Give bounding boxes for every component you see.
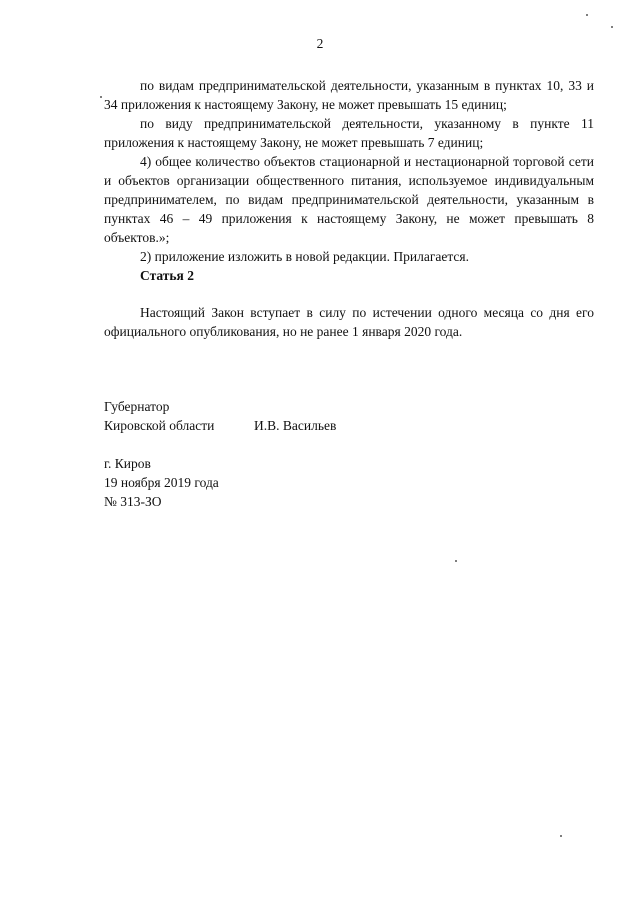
- paragraph: по виду предпринимательской деятельности, указанному в пункте 11 приложения к настоящему Закону, не может превышать 7 единиц;: [104, 116, 594, 150]
- scan-speck: [100, 96, 102, 98]
- signer-region: Кировской области: [104, 418, 215, 433]
- scan-speck: [560, 835, 562, 837]
- law-number: № 313-ЗО: [104, 494, 162, 509]
- place-date-block: [104, 454, 219, 511]
- signature-block: [104, 397, 336, 435]
- article-heading: Статья 2: [140, 268, 194, 283]
- scan-speck: [586, 14, 588, 16]
- city: г. Киров: [104, 456, 151, 471]
- signer-name: И.В. Васильев: [254, 418, 337, 433]
- date: 19 ноября 2019 года: [104, 475, 219, 490]
- paragraph: по видам предпринимательской деятельности, указанным в пунктах 10, 33 и 34 приложения к настоящему Закону, не может превышать 15 единиц;: [104, 78, 594, 112]
- law-body-text: [104, 76, 594, 266]
- signer-title: Губернатор: [104, 399, 170, 414]
- signer-row: [104, 416, 336, 435]
- page-number: 2: [316, 36, 324, 51]
- article-paragraph: Настоящий Закон вступает в силу по истечении одного месяца со дня его официального опубликования, но не ранее 1 января 2020 года.: [104, 305, 594, 339]
- article-text-block: [104, 303, 594, 341]
- paragraph: 2) приложение изложить в новой редакции. Прилагается.: [140, 249, 469, 264]
- scan-speck: [611, 26, 613, 28]
- scan-speck: [455, 560, 457, 562]
- paragraph: 4) общее количество объектов стационарной и нестационарной торговой сети и объектов организации общественного питания, используемое индивидуальным предпринимателем, по видам предпринимательской деятельности, указанным в пунктах 46 – 49 приложения к настоящему Закону, не может превышать 8 объектов.»;: [104, 154, 594, 245]
